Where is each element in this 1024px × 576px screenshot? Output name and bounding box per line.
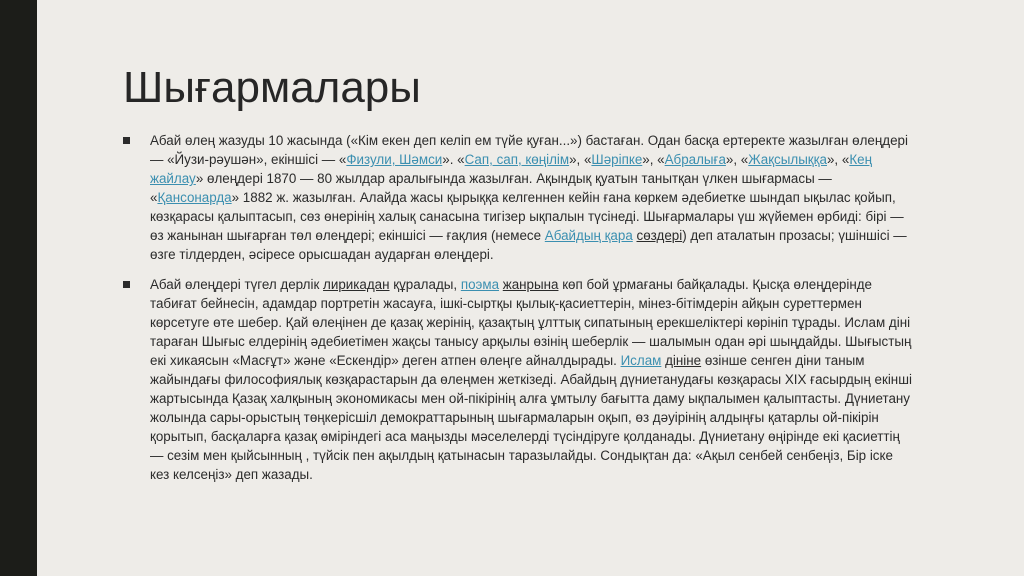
slide-title: Шығармалары [123,63,421,112]
paragraph-text [150,277,912,482]
link-abaidyn-kara[interactable]: Абайдың қара [544,228,633,243]
link-sozderi[interactable]: сөздері [636,228,683,243]
text-run: », « [569,152,592,167]
link-sharipke[interactable]: Шәріпке [591,152,643,167]
link-zhaksylykka[interactable]: Жақсылыққа [748,152,827,167]
link-abralyga[interactable]: Абралыға [664,152,726,167]
text-run: », « [826,152,850,167]
text-run: » 1882 ж. жазылған. Алайда жасы қырыққа келгеннен кейін ғана көркем әдебиетке шындап ықылас қойып, көзқарасы қалыптасып, сөз өнерінің халық санасына тигізер ықпалын түсінеді. Шығармалары үш жүйемен өрбиді: бірі — өз жанынан шығарған төл өлеңдері; екіншісі — ғақлия (немесе [150,190,904,243]
link-kansonarda[interactable]: Қансонарда [157,190,232,205]
link-dinine[interactable]: дініне [665,353,702,368]
paragraph-text [150,133,908,262]
link-ken-zhailau[interactable]: Кең жайлау [150,152,872,186]
text-run: », « [642,152,665,167]
text-run: ». « [442,152,465,167]
bullet-paragraph-1 [123,131,915,264]
bullet-square-icon [123,137,130,144]
text-run: құралады, [389,277,461,292]
link-lirikadan[interactable]: лирикадан [323,277,390,292]
text-run: өзінше сенген діни таным жайындағы философиялық көзқарастарын да өлеңмен жеткізеді. Абайдың дүниетанудағы көзқарасы XIX ғасырдың екінші жартысында Қазақ халқының экономикасы мен ой-пікірінің алға ұмтылу бағытта даму ықпалымен қалыптасты. Дүниетану жолында сары-орыстың төңкерісшіл демократтарының шығармаларын оқып, өз дәуірінің алдыңғы қатарлы ой-пікірін қорытып, басқаларға қазақ өміріндегі аса маңызды мәселелерді түсіндіруге қолданады. Дүниетану өңірінде екі қасиеттің — сезім мен қыйсынның , түйсік пен ақылдың қатынасын таразылайды. Сондықтан да: «Ақыл сенбей сенбеңіз, Бір іске кез келсеңіз» деп жазады. [150,353,912,482]
link-fizuli-shamsi[interactable]: Физули, Шәмси [346,152,443,167]
slide-body [123,131,915,495]
link-poema[interactable]: поэма [460,277,500,292]
link-islam[interactable]: Ислам [620,353,662,368]
text-run: Абай өлең жазуды 10 жасында («Кім екен деп келіп ем түйе қуған...») бастаған. Одан басқа ертеректе жазылған өлеңдері — «Йузи-рәушән», екіншісі — « [150,133,908,167]
link-sap-sap-konilim[interactable]: Сап, сап, көңілім [464,152,570,167]
bullet-square-icon [123,281,130,288]
text-run: көп бой ұрмағаны байқалады. Қысқа өлеңдерінде табиғат бейнесін, адамдар портретін жасауға, ішкі-сыртқы қылық-қасиеттерін, мінез-бітімдерін айқын суреттермен көрсетуге өте шебер. Қай өлеңінен де қазақ жерінің, қазақтың ұлттық сипатының ерекшеліктері көрініп тұрады. Ислам діні тараған Шығыс елдерінің әдебиетімен жақсы танысу арқылы өзінің шеберлік — шалымын одан әрі шыңдайды. Шығыстың екі хикаясын «Масғұт» және «Ескендір» деген атпен өлеңге айналдырады. [150,277,912,368]
text-run: ) деп аталатын прозасы; үшіншісі — өзге тілдерден, әсіресе орысшадан аударған өлеңдері. [150,228,907,262]
text-run: Абай өлеңдері түгел дерлік [150,277,324,292]
text-run: », « [725,152,749,167]
bullet-paragraph-2 [123,275,915,484]
text-run: » өлеңдері 1870 — 80 жылдар аралығында жазылған. Ақындық қуатын танытқан үлкен шығармасы — « [150,171,832,205]
left-accent-bar [0,0,37,576]
link-zhanryna[interactable]: жанрына [502,277,559,292]
